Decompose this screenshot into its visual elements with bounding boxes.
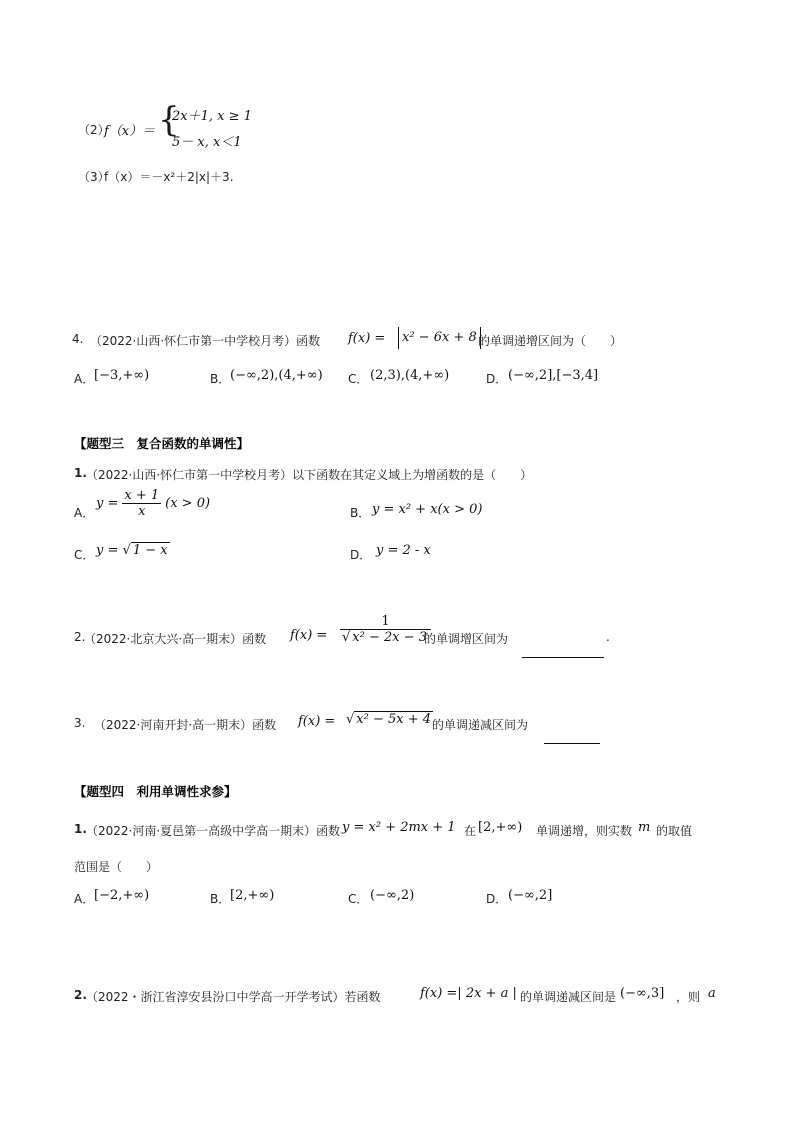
s3q1-number: 1. [74, 466, 87, 480]
p4-option-a-label: A． [74, 372, 95, 386]
s4q1-source: （2022·河南·夏邑第一高级中学高一期末）函数 [86, 824, 341, 838]
s3q1-option-d: y = 2 - x [376, 543, 431, 558]
s4q1-tail2: 的取值 [656, 824, 693, 838]
s4q1-mid: 在 [464, 824, 477, 838]
s3q3-fx: f(x) = [298, 714, 336, 729]
s4q2-expression: f(x) =| 2x + a | [420, 986, 517, 1001]
s4q1-option-b: [2,+∞) [230, 888, 275, 903]
s3q2-fraction: $\frac{1}{\text{√ x² − 2x − 3}}$ [340, 614, 431, 645]
s4q1-option-c: (−∞,2) [370, 888, 415, 903]
s3q3-answer-blank[interactable] [544, 729, 600, 748]
section4-title: 【题型四 利用单调性求参】 [74, 784, 237, 799]
s3q3-radicand: x² − 5x + 4 [356, 712, 432, 727]
p4-option-b-label: B． [210, 372, 231, 386]
section3-title: 【题型三 复合函数的单调性】 [74, 436, 250, 451]
s4q2-number: 2. [74, 988, 87, 1002]
s3q3-root: √ x² − 5x + 4 [346, 712, 432, 727]
p4-abs-expression [398, 327, 481, 349]
q2-label: （2） [78, 123, 110, 137]
s3q1-option-c-lhs: y = [96, 543, 119, 558]
q2-brace: { [158, 100, 180, 140]
s3q1-option-a-label: A． [74, 506, 95, 520]
s3q1-text: （2022·山西·怀仁市第一中学校月考）以下函数在其定义域上为增函数的是（ ） [86, 468, 533, 482]
s4q1-interval: [2,+∞) [478, 820, 523, 835]
s3q1-option-b-label: B． [350, 506, 371, 520]
q3-label: （3） [78, 170, 110, 184]
s4q2-tail: ，则 [676, 990, 701, 1004]
p4-number: 4. [72, 332, 84, 346]
p4-option-c-label: C． [348, 372, 369, 386]
s3q2-fx: f(x) = [290, 628, 328, 643]
q2-function: f（x）＝ [104, 124, 156, 139]
s3q1-option-a-lhs: y = [96, 496, 119, 511]
s3q1-option-a-numerator: x + 1 [124, 488, 160, 503]
s3q2-tail: 的单调增区间为 [424, 632, 509, 646]
s3q1-option-b: y = x² + x(x > 0) [372, 502, 483, 517]
q2-case-1: 2x＋1, x ≥ 1 [172, 109, 252, 124]
s4q2-variable: a [708, 986, 716, 1001]
p4-fx: f(x) = [348, 331, 386, 346]
s4q1-tail: 单调递增，则实数 [536, 824, 633, 838]
s4q2-source: （2022・浙江省淳安县汾口中学高一开学考试）若函数 [86, 990, 381, 1004]
s4q1-option-d: (−∞,2] [508, 888, 553, 903]
s4q1-option-c-label: C． [348, 892, 369, 906]
s4q2-interval: (−∞,3] [620, 986, 665, 1001]
s3q3-number: 3. [74, 716, 86, 730]
s3q2-denominator-radicand: x² − 2x − 3 [352, 630, 428, 645]
s3q1-option-a-domain: (x > 0) [165, 496, 211, 511]
s4q2-mid: 的单调递减区间是 [520, 990, 617, 1004]
s3q2-period: . [606, 630, 610, 644]
q3-text: f（x）＝－x²＋2|x|＋3. [104, 170, 234, 184]
p4-tail: 的单调递增区间为（ ） [478, 334, 623, 348]
q2-case-2: 5－ x, x＜1 [172, 135, 242, 150]
s3q2-source: （2022·北京大兴·高一期末）函数 [84, 632, 267, 646]
s4q1-variable: m [638, 820, 651, 835]
s3q1-option-c-label: C． [74, 548, 95, 562]
s3q1-option-d-label: D． [350, 548, 372, 562]
p4-option-c: (2,3),(4,+∞) [370, 368, 450, 383]
s3q1-option-a [96, 488, 210, 519]
s3q2-answer-blank[interactable] [522, 643, 604, 662]
s4q1-option-b-label: B． [210, 892, 231, 906]
s3q3-tail: 的单调递减区间为 [432, 718, 529, 732]
s3q2-number: 2. [74, 630, 86, 644]
s4q1-number: 1. [74, 822, 87, 836]
p4-option-d-label: D． [486, 372, 508, 386]
p4-option-a: [−3,+∞) [94, 368, 150, 383]
p4-abs-value: x² − 6x + 8 [398, 327, 481, 349]
s3q1-option-a-denominator: x [138, 504, 146, 519]
s4q1-expression: y = x² + 2mx + 1 [342, 820, 456, 835]
s4q1-line2: 范围是（ ） [74, 860, 159, 874]
s3q1-option-c-radicand: 1 − x [132, 543, 168, 558]
s3q3-source: （2022·河南开封·高一期末）函数 [94, 718, 277, 732]
s3q1-option-a-fraction [122, 488, 161, 519]
s4q1-option-a: [−2,+∞) [94, 888, 150, 903]
s4q1-option-d-label: D． [486, 892, 508, 906]
s3q2-numerator: 1 [340, 614, 431, 630]
p4-option-d: (−∞,2],[−3,4] [508, 368, 599, 383]
p4-option-b: (−∞,2),(4,+∞) [230, 368, 323, 383]
s3q1-option-c: y = √ 1 − x [96, 543, 168, 558]
s4q1-option-a-label: A． [74, 892, 95, 906]
p4-source: （2022·山西·怀仁市第一中学校月考）函数 [90, 334, 321, 348]
